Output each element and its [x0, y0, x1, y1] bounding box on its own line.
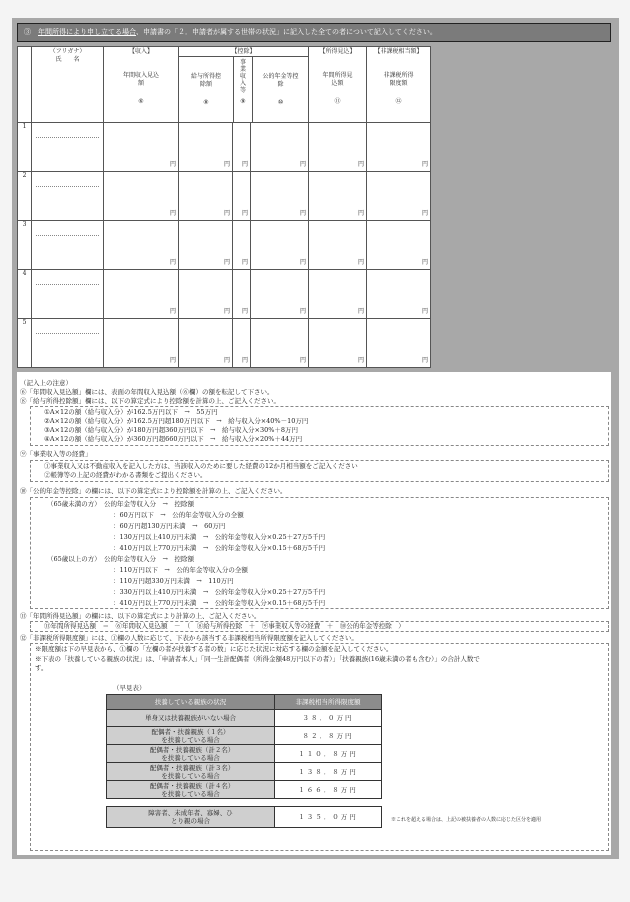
section-instruction: 、申請書の「２．申請者が属する世帯の状況」に記入した全ての者について記入してください。	[136, 28, 437, 36]
col-group-label: 【非課税相当額】	[374, 48, 423, 55]
quick-row-amount: ３８．０万円	[275, 710, 382, 727]
section-title-underlined: 年間所得により申し立てる場合	[38, 28, 136, 36]
notes-title: （記入上の注意）	[20, 379, 72, 387]
annual-income-cell[interactable]	[104, 172, 179, 221]
income-estimate-cell[interactable]	[309, 270, 367, 319]
yen-unit: 円	[169, 259, 176, 266]
row-number: 2	[18, 172, 32, 221]
business-income-cell[interactable]	[233, 270, 251, 319]
name-label: 氏 名	[55, 56, 80, 63]
yen-unit: 円	[300, 308, 307, 315]
quick-row-amount: ８２．８万円	[275, 727, 382, 745]
yen-unit: 円	[241, 259, 248, 266]
table-row	[107, 763, 382, 781]
col-business-income	[234, 57, 253, 122]
row-number: 5	[18, 319, 32, 368]
col-title: 年間所得見込額	[322, 72, 353, 87]
note-9-item: ①事業収入又は不動産収入を記入した方は、当該収入のために要した経費の12か月相当額をご記入ください	[44, 462, 358, 470]
note-6: ⑥「年間収入見込額」欄には、表面の年間収入見込額（⑥欄）の額を転記して下さい。	[20, 388, 274, 396]
note-9-item: ②帳簿等の上記の経費がわかる書類をご提出ください。	[44, 471, 207, 479]
col-circle-number: ⑩	[277, 99, 284, 106]
row-number-header	[18, 47, 32, 123]
section-header	[17, 23, 611, 42]
table-row	[18, 319, 431, 368]
col-circle-number: ⑪	[334, 98, 341, 105]
yen-unit: 円	[241, 161, 248, 168]
quick-row-label: 配偶者・扶養親族（計３名）を扶養している場合	[107, 763, 275, 781]
name-cell[interactable]	[32, 270, 104, 319]
yen-unit: 円	[422, 308, 429, 315]
tax-exempt-limit-cell[interactable]	[367, 123, 431, 172]
yen-unit: 円	[223, 308, 230, 315]
yen-unit: 円	[422, 357, 429, 364]
yen-unit: 円	[300, 357, 307, 364]
salary-deduction-cell[interactable]	[179, 221, 233, 270]
col-pension-deduction	[253, 57, 308, 122]
pension-rule: ：130万円以上410万円未満 → 公的年金等収入分×0.25＋27万5千円	[113, 533, 326, 541]
yen-unit: 円	[241, 357, 248, 364]
pension-rule: ：410万円以上770万円未満 → 公的年金等収入分×0.15＋68万5千円	[113, 599, 326, 607]
col-group-label: 【所得見込】	[319, 48, 356, 55]
col-title: 給与所得控除額	[191, 73, 222, 88]
tax-exempt-limit-cell[interactable]	[367, 319, 431, 368]
table-row	[107, 727, 382, 745]
pension-rule: ：330万円以上410万円未満 → 公的年金等収入分×0.25＋27万5千円	[113, 588, 326, 596]
yen-unit: 円	[422, 210, 429, 217]
salary-deduction-cell[interactable]	[179, 123, 233, 172]
name-cell[interactable]	[32, 221, 104, 270]
furigana-field[interactable]	[36, 123, 99, 138]
col-group-label: 【控除】	[231, 48, 256, 55]
quick-header-status: 扶養している親族の状況	[107, 695, 275, 710]
income-estimate-cell[interactable]	[309, 221, 367, 270]
notes-section	[17, 372, 611, 855]
note-8-item: ③A×12の額（給与収入分）が180万円超360万円以下 → 給与収入分×30%＋8万円	[44, 426, 299, 434]
row-number: 1	[18, 123, 32, 172]
quick-row-amount: １１０．８万円	[275, 745, 382, 763]
quick-table-header	[107, 695, 382, 710]
quick-row-amount: １３８．８万円	[275, 763, 382, 781]
yen-unit: 円	[169, 161, 176, 168]
pension-deduction-cell[interactable]	[251, 123, 309, 172]
yen-unit: 円	[300, 210, 307, 217]
table-row	[18, 123, 431, 172]
pension-deduction-cell[interactable]	[251, 221, 309, 270]
col-circle-number: ⑧	[203, 99, 209, 106]
quick-row-label: 単身又は扶養親族がいない場合	[107, 710, 275, 727]
income-estimate-cell[interactable]	[309, 123, 367, 172]
name-header	[32, 47, 104, 123]
quick-row-label: 配偶者・扶養親族（計４名）を扶養している場合	[107, 781, 275, 799]
table-row	[107, 807, 382, 828]
col-circle-number: ⑥	[138, 98, 144, 105]
note-10: ⑩「公的年金等控除」の欄には、以下の算定式により控除額を計算の上、ご記入ください。	[20, 487, 287, 495]
col-title: 非課税所得限度額	[383, 72, 414, 87]
note-11: ⑪「年間所得見込額」の欄には、以下の算定式により計算の上、ご記入ください。	[20, 612, 261, 620]
row-number: 4	[18, 270, 32, 319]
table-row	[107, 781, 382, 799]
col-title: 公的年金等控除	[262, 73, 299, 88]
col-group-label: 【収入】	[128, 48, 153, 55]
col-title: 事業収入等	[239, 59, 246, 94]
note-12-item: ※下表の「扶養している親族の状況」は、「申請者本人」「同一生計配偶者（所得金額48万円以下の者）」「扶養親族(16歳未満の者も含む）」の合計人数で	[35, 655, 480, 663]
furigana-field[interactable]	[36, 270, 99, 285]
note-8-item: ④A×12の額（給与収入分）が360万円超660万円以下 → 給与収入分×20%＋44万円	[44, 435, 303, 443]
row-number: 3	[18, 221, 32, 270]
yen-unit: 円	[300, 259, 307, 266]
name-cell[interactable]	[32, 172, 104, 221]
col-circle-number: ⑨	[240, 98, 246, 105]
income-estimate-cell[interactable]	[309, 172, 367, 221]
income-table	[17, 46, 430, 368]
yen-unit: 円	[358, 357, 365, 364]
table-header-row	[18, 47, 431, 123]
section-number: ③	[24, 28, 31, 36]
furigana-field[interactable]	[36, 172, 99, 187]
annual-income-cell[interactable]	[104, 270, 179, 319]
note-12-item: す。	[35, 664, 48, 672]
note-12: ⑫「非課税所得限度額」には、①欄の人数に応じて、下表から該当する非課税相当所得限度額を記入してください。	[20, 634, 358, 642]
tax-exempt-limit-cell[interactable]	[367, 172, 431, 221]
note-12-item: ※限度額は下の早見表から、①欄の「左欄の者が扶養する者の数」に応じた状況に対応する欄の金額を記入してください。	[35, 645, 393, 653]
quick-header-limit: 非課税相当所得限度額	[275, 695, 382, 710]
quick-row-label: 配偶者・扶養親族（１名）を扶養している場合	[107, 727, 275, 745]
pension-deduction-cell[interactable]	[251, 172, 309, 221]
note-11-formula: ⑪年間所得見込額 ＝ ⑥年間収入見込額 － （ ⑧給与所得控除 ＋ ⑨事業収入等の経費 ＋ ⑩公的年金等控除 ）	[44, 622, 405, 630]
table-row	[18, 172, 431, 221]
yen-unit: 円	[241, 308, 248, 315]
yen-unit: 円	[223, 357, 230, 364]
pension-under-65-heading: （65歳未満の方） 公的年金等収入分 → 控除額	[47, 500, 194, 508]
table-row	[107, 745, 382, 763]
col-tax-exempt-limit	[367, 47, 431, 123]
quick-row-label: 障害者、未成年者、寡婦、ひとり親の場合	[107, 807, 275, 828]
quick-row-amount: １６６．８万円	[275, 781, 382, 799]
pension-deduction-cell[interactable]	[251, 319, 309, 368]
col-circle-number: ⑫	[395, 98, 402, 105]
quick-row-amount: １３５．０万円	[275, 807, 382, 828]
salary-deduction-cell[interactable]	[179, 270, 233, 319]
pension-rule: ：410万円以上770万円未満 → 公的年金等収入分×0.15＋68万5千円	[113, 544, 326, 552]
quick-row-label: 配偶者・扶養親族（計２名）を扶養している場合	[107, 745, 275, 763]
note-8-item: ②A×12の額（給与収入分）が162.5万円超180万円以下 → 給与収入分×40%－10万円	[44, 417, 309, 425]
yen-unit: 円	[422, 259, 429, 266]
note-9: ⑨「事業収入等の経費」	[20, 450, 92, 458]
yen-unit: 円	[358, 308, 365, 315]
yen-unit: 円	[223, 259, 230, 266]
business-income-cell[interactable]	[233, 123, 251, 172]
yen-unit: 円	[169, 210, 176, 217]
name-cell[interactable]	[32, 319, 104, 368]
yen-unit: 円	[300, 161, 307, 168]
table-row	[18, 270, 431, 319]
annual-income-cell[interactable]	[104, 221, 179, 270]
annual-income-cell[interactable]	[104, 123, 179, 172]
tax-exempt-limit-cell[interactable]	[367, 221, 431, 270]
income-estimate-cell[interactable]	[309, 319, 367, 368]
col-salary-deduction	[179, 57, 234, 122]
pension-deduction-cell[interactable]	[251, 270, 309, 319]
quick-table-title: （早見表）	[113, 684, 146, 692]
annual-income-cell[interactable]	[104, 319, 179, 368]
pension-rule: ：110万円超330万円未満 → 110万円	[113, 577, 234, 585]
business-income-cell[interactable]	[233, 172, 251, 221]
pension-rule: ：60万円以下 → 公的年金等収入分の全額	[113, 511, 244, 519]
table-row	[18, 221, 431, 270]
yen-unit: 円	[223, 210, 230, 217]
yen-unit: 円	[422, 161, 429, 168]
furigana-field[interactable]	[36, 221, 99, 236]
col-annual-income-estimate	[309, 47, 367, 123]
col-title: 年間収入見込額	[122, 72, 159, 87]
quick-table-note: ※これを超える場合は、上記の被扶養者の人数に応じた区分を適用	[391, 817, 542, 823]
tax-exempt-limit-cell[interactable]	[367, 270, 431, 319]
quick-reference-table	[106, 694, 382, 828]
yen-unit: 円	[241, 210, 248, 217]
salary-deduction-cell[interactable]	[179, 172, 233, 221]
pension-rule: ：60万円超130万円未満 → 60万円	[113, 522, 226, 530]
business-income-cell[interactable]	[233, 221, 251, 270]
table-row	[107, 710, 382, 727]
furigana-field[interactable]	[36, 319, 99, 334]
yen-unit: 円	[358, 161, 365, 168]
business-income-cell[interactable]	[233, 319, 251, 368]
col-deduction-group	[179, 47, 309, 123]
note-8-item: ①A×12の額（給与収入分）が162.5万円以下 → 55万円	[44, 408, 218, 416]
pension-over-65-heading: （65歳以上の方） 公的年金等収入分 → 控除額	[47, 555, 194, 563]
name-cell[interactable]	[32, 123, 104, 172]
yen-unit: 円	[169, 357, 176, 364]
yen-unit: 円	[223, 161, 230, 168]
furigana-label: （フリガナ）	[49, 48, 86, 55]
salary-deduction-cell[interactable]	[179, 319, 233, 368]
yen-unit: 円	[358, 210, 365, 217]
yen-unit: 円	[358, 259, 365, 266]
pension-rule: ：110万円以下 → 公的年金等収入分の全額	[113, 566, 248, 574]
col-annual-income	[104, 47, 179, 123]
note-8: ⑧「給与所得控除額」欄には、以下の算定式により控除額を計算の上、ご記入ください。	[20, 397, 280, 405]
yen-unit: 円	[169, 308, 176, 315]
